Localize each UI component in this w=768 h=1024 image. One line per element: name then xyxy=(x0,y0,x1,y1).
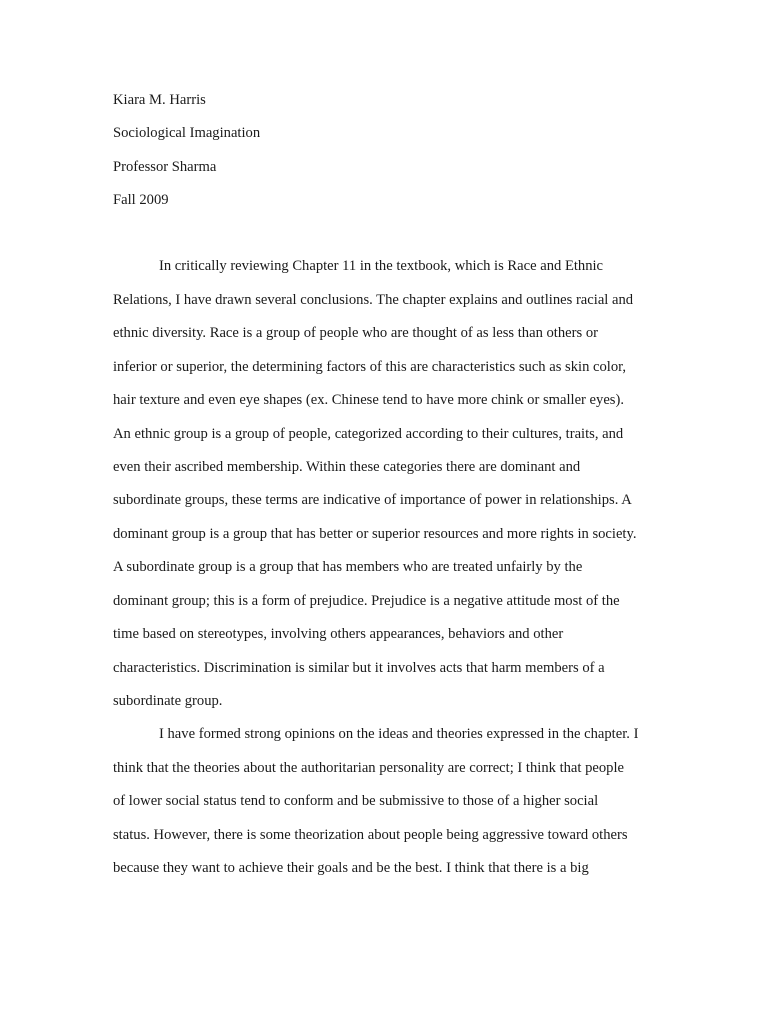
author-name: Kiara M. Harris xyxy=(113,92,206,108)
paragraph-1-line: subordinate groups, these terms are indicative of importance of power in relationships. A xyxy=(113,492,632,508)
paragraph-1-line: dominant group; this is a form of prejudice. Prejudice is a negative attitude most of the xyxy=(113,593,620,609)
paragraph-1-line: ethnic diversity. Race is a group of people who are thought of as less than others or xyxy=(113,325,598,341)
term: Fall 2009 xyxy=(113,192,169,208)
course-name: Sociological Imagination xyxy=(113,125,261,141)
paragraph-1-line: inferior or superior, the determining factors of this are characteristics such as skin color, xyxy=(113,359,627,375)
paragraph-1-line: even their ascribed membership. Within these categories there are dominant and xyxy=(113,459,581,475)
paragraph-2-line: status. However, there is some theorization about people being aggressive toward others xyxy=(113,827,628,843)
paragraph-1-line: Relations, I have drawn several conclusions. The chapter explains and outlines racial and xyxy=(113,292,634,308)
paragraph-1-line: characteristics. Discrimination is similar but it involves acts that harm members of a xyxy=(113,660,605,676)
professor-name: Professor Sharma xyxy=(113,159,217,175)
paragraph-1-line: time based on stereotypes, involving others appearances, behaviors and other xyxy=(113,626,564,642)
paragraph-1-line: A subordinate group is a group that has members who are treated unfairly by the xyxy=(113,559,583,575)
paragraph-2-line: of lower social status tend to conform and be submissive to those of a higher social xyxy=(113,793,599,809)
paragraph-2-line: I have formed strong opinions on the ideas and theories expressed in the chapter. I xyxy=(159,726,639,742)
paragraph-1-line: In critically reviewing Chapter 11 in the textbook, which is Race and Ethnic xyxy=(159,258,604,274)
paragraph-1-line: dominant group is a group that has better or superior resources and more rights in society. xyxy=(113,526,637,542)
paragraph-1-line: hair texture and even eye shapes (ex. Chinese tend to have more chink or smaller eyes). xyxy=(113,392,624,408)
paragraph-2-line: because they want to achieve their goals and be the best. I think that there is a big xyxy=(113,860,589,876)
paragraph-1-line: subordinate group. xyxy=(113,693,223,709)
paragraph-1-line: An ethnic group is a group of people, categorized according to their cultures, traits, and xyxy=(113,426,624,442)
paragraph-2-line: think that the theories about the authoritarian personality are correct; I think that people xyxy=(113,760,625,776)
